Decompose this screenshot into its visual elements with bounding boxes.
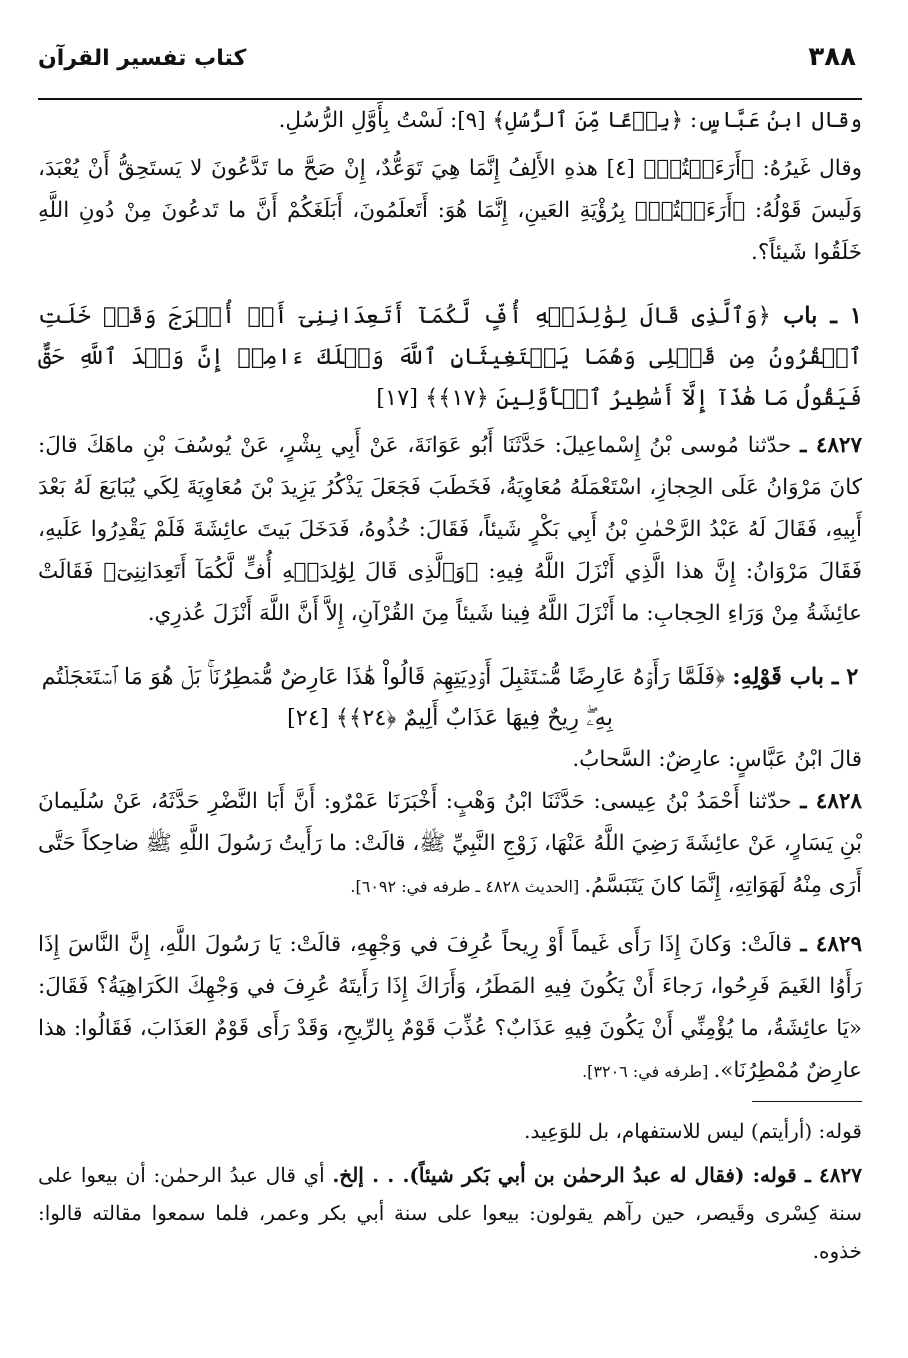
hadith-4829-reference: [طرفه في: ٣٢٠٦]. (582, 1062, 714, 1081)
commentary-divider (752, 1101, 862, 1102)
commentary-note-2-lead: ٤٨٢٧ ـ قوله: (فقال له عبدُ الرحمٰن بن أبي بَكر شيئاً). . . إلخ. (332, 1163, 863, 1187)
others-paragraph: وقال غَيرُهُ: ﴿أَرَءَيۡتُمۡ﴾ [٤] هذهِ الأَلِفُ إِنَّمَا هِيَ تَوَعُّدٌ، إِنْ صَحَّ ما تَدَّعُونَ لا يَستَحِقُّ أَنْ يُعْبَدَ، وَلَيسَ قَوْلُهُ: ﴿أَرَءَيۡتُمۡ﴾ بِرُؤْيَةِ العَينِ، إِنَّمَا هُوَ: أَتَعلَمُونَ، أَبَلَغَكُمْ أَنَّ ما تَدعُونَ مِنْ دُونِ اللَّهِ خَلَقُوا شَيئاً؟. (38, 156, 862, 265)
hadith-4827 (38, 425, 862, 635)
commentary-note-2-text: أي قال عبدُ الرحمٰن: أن بيعوا على سنة كِسْرى وقَيصر، حين رآهم يقولون: بيعوا على سنة أبي بكر وعمر، فلما سمعوا مقالته قالوا: خذوه. (38, 1163, 862, 1263)
chapter-heading-1 (38, 296, 862, 419)
hadith-4828-number: ٤٨٢٨ ـ (800, 789, 862, 814)
hadith-4827-text: حدّثنا مُوسى بْنُ إِسْماعِيلَ: حَدَّثَنَا أَبُو عَوَانَةَ، عَنْ أَبِي بِشْرٍ، عَنْ يُوسُفَ بْنِ ماهَكَ قالَ: كانَ مَرْوَانُ عَلَى الحِجازِ، اسْتَعْمَلَهُ مُعَاوِيَةُ، فَخَطَبَ فَجَعَلَ يَذْكُرُ يَزِيدَ بْنَ مُعَاوِيَةَ لِكَي يُبَايَعَ لَهُ بَعْدَ أَبِيهِ، فَقَالَ لَهُ عَبْدُ الرَّحْمٰنِ بْنُ أَبِي بَكْرٍ شَيئاً، فَقَالَ: خُذُوهُ، فَدَخَلَ بَيتَ عائِشَةَ فَلَمْ يَقْدِرُوا عَلَيهِ، فَقَالَ مَرْوَانُ: إِنَّ هذا الَّذِي أَنْزَلَ اللَّهُ فِيهِ: ﴿وَٱلَّذِى قَالَ لِوَٰلِدَيۡهِ أُفٍّ لَّكُمَآ أَتَعِدَانِنِىٓ﴾ فَقَالَتْ عائِشَةُ مِنْ وَرَاءِ الحِجابِ: ما أَنْزَلَ اللَّهُ فِينا شَيئاً مِنَ القُرْآنِ، إِلاَّ أَنَّ اللَّهَ أَنْزَلَ عُذرِي. (38, 433, 862, 626)
ibn-abbas-explanation: قالَ ابْنُ عَبَّاسٍ: عارِضٌ: السَّحابُ. (572, 747, 862, 772)
chapter-2-label: ٢ ـ باب قَوْلِهِ: (732, 664, 859, 690)
chapter-2-verse: ﴿فَلَمَّا رَأَوۡهُ عَارِضًا مُّسۡتَقۡبِلَ أَوۡدِيَتِهِمۡ قَالُواْ هَٰذَا عَارِضٌ مُّمۡطِرُنَاۚ بَلۡ هُوَ مَا ٱسۡتَعۡجَلۡتُم بِهِۦۖ رِيحٌ فِيهَا عَذَابٌ أَلِيمٌ ﴿٢٤﴾﴾ [٢٤] (41, 664, 733, 731)
hadith-4829 (38, 924, 862, 1093)
running-title: كتاب تفسير القرآن (38, 46, 247, 71)
chapter-heading-2 (38, 657, 862, 739)
page-number: ٣٨٨ (808, 42, 856, 72)
hadith-4828-reference: [الحديث ٤٨٢٨ ـ طرفه في: ٦٠٩٢]. (350, 877, 585, 896)
hadith-4828-text: حدّثنا أَحْمَدُ بْنُ عِيسى: حَدَّثَنَا ابْنُ وَهْبٍ: أَخْبَرَنَا عَمْرٌو: أَنَّ أَبَا النَّضْرِ حَدَّثَهُ، عَنْ سُلَيمانَ بْنِ يَسَارٍ، عَنْ عائِشَةَ رَضِيَ اللَّهُ عَنْهَا، زَوْجِ النَّبِيِّ ﷺ، قالَتْ: ما رَأَيتُ رَسُولَ اللَّهِ ﷺ ضاحِكاً حَتَّى أَرَى مِنْهُ لَهَوَاتِهِ، إِنَّمَا كانَ يَتَبَسَّمُ. (38, 789, 862, 898)
commentary-note-2 (38, 1156, 862, 1270)
chapter-1-label: ١ ـ باب (783, 303, 863, 329)
ibn-abbas-paragraph: وقال ابنُ عَبَّاسٍ: ﴿بِدۡعًا مِّنَ ٱلرُّسُلِ﴾ [٩]: لَسْتُ بِأَوَّلِ الرُّسُلِ. (278, 108, 862, 133)
page-header (38, 40, 862, 100)
commentary-note-1: قوله: (أرأيتم) ليس للاستفهام، بل للوَعِيد. (524, 1119, 862, 1143)
hadith-4829-number: ٤٨٢٩ ـ (800, 932, 862, 957)
hadith-4827-number: ٤٨٢٧ ـ (800, 433, 863, 458)
hadith-4829-text: قالَتْ: وَكانَ إِذَا رَأَى غَيماً أَوْ رِيحاً عُرِفَ في وَجْهِهِ، قالَتْ: يَا رَسُولَ اللَّهِ، إِنَّ النَّاسَ إِذَا رَأَوُا الغَيمَ فَرِحُوا، رَجاءَ أَنْ يَكُونَ فِيهِ المَطَرُ، وَأَرَاكَ إِذَا رَأَيتَهُ عُرِفَ في وَجْهِكَ الكَرَاهِيَةُ؟ فَقَالَ: «يَا عائِشَةُ، ما يُؤْمِنِّي أَنْ يَكُونَ فِيهِ عَذَابٌ؟ عُذِّبَ قَوْمٌ بِالرِّيحِ، وَقَدْ رَأَى قَوْمٌ العَذَابَ، فَقَالُوا: هذا عارِضٌ مُمْطِرُنَا». (38, 932, 862, 1083)
chapter-1-verse: ﴿وَٱلَّذِى قَالَ لِوَٰلِدَيۡهِ أُفٍّ لَّكُمَآ أَتَعِدَانِنِىٓ أَنۡ أُخۡرَجَ وَقَدۡ خَلَتِ ٱلۡقُرُونُ مِن قَبۡلِى وَهُمَا يَسۡتَغِيثَانِ ٱللَّهَ وَيۡلَكَ ءَامِنۡ إِنَّ وَعۡدَ ٱللَّهِ حَقٌّ فَيَقُولُ مَا هَٰذَآ إِلَّآ أَسَٰطِيرُ ٱلۡأَوَّلِينَ ﴿١٧﴾﴾ [١٧] (38, 303, 862, 411)
hadith-4828 (38, 781, 862, 908)
page-body (38, 100, 862, 1270)
